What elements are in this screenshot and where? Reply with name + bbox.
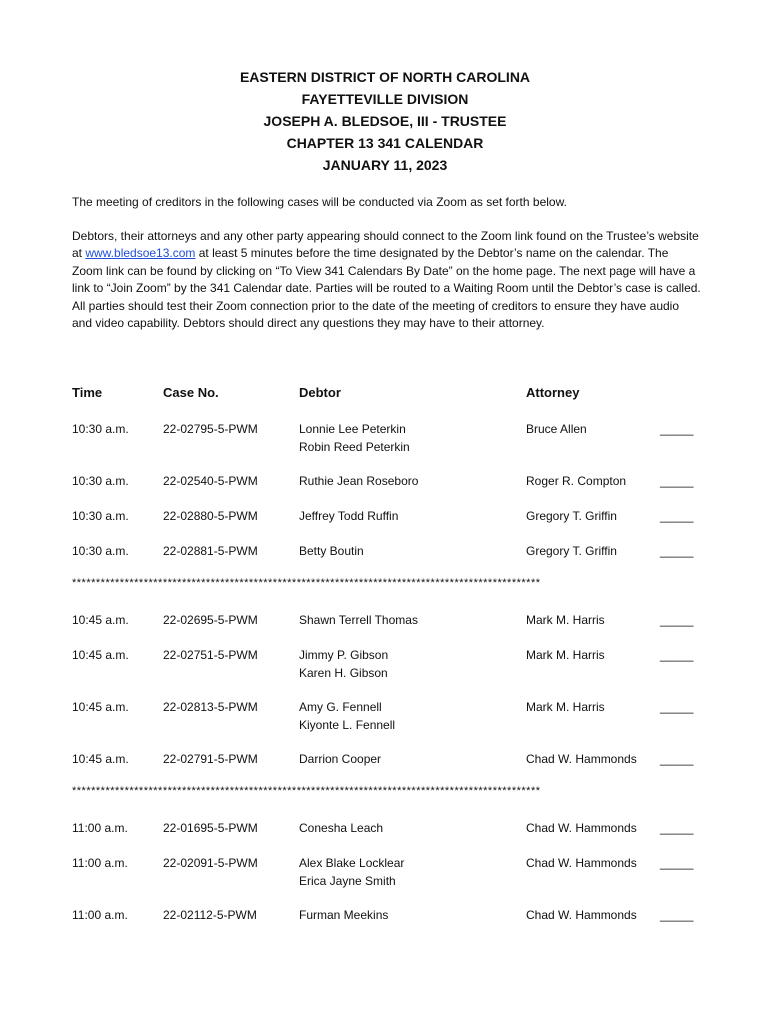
row-signature-blank: _____ xyxy=(660,752,694,766)
row-case-number: 22-02695-5-PWM xyxy=(163,613,258,627)
row-case-number: 22-02881-5-PWM xyxy=(163,544,258,558)
row-time: 10:30 a.m. xyxy=(72,509,129,523)
co-debtor-name: Erica Jayne Smith xyxy=(299,873,396,888)
row-case-number: 22-02751-5-PWM xyxy=(163,648,258,662)
time-block-separator: ************************************************************************************************** xyxy=(72,785,541,797)
row-signature-blank: _____ xyxy=(660,474,694,488)
row-attorney: Mark M. Harris xyxy=(526,648,605,662)
row-debtor xyxy=(299,647,388,682)
row-signature-blank: _____ xyxy=(660,821,694,835)
row-debtor xyxy=(299,855,404,890)
co-debtor-name: Karen H. Gibson xyxy=(299,665,388,680)
co-debtor-name: Robin Reed Peterkin xyxy=(299,439,410,454)
row-signature-blank: _____ xyxy=(660,613,694,627)
document-header xyxy=(0,66,770,176)
trustee-website-link[interactable]: www.bledsoe13.com xyxy=(85,246,196,261)
row-case-number: 22-02112-5-PWM xyxy=(163,908,257,922)
row-case-number: 22-02791-5-PWM xyxy=(163,752,258,766)
row-debtor xyxy=(299,612,418,630)
row-signature-blank: _____ xyxy=(660,648,694,662)
row-signature-blank: _____ xyxy=(660,544,694,558)
debtor-name: Amy G. Fennell xyxy=(299,700,382,714)
court-name: EASTERN DISTRICT OF NORTH CAROLINA xyxy=(239,69,531,85)
row-attorney: Chad W. Hammonds xyxy=(526,821,637,835)
debtor-name: Jeffrey Todd Ruffin xyxy=(299,509,399,523)
debtor-name: Darrion Cooper xyxy=(299,752,382,766)
row-debtor xyxy=(299,543,364,561)
row-case-number: 22-02091-5-PWM xyxy=(163,856,258,870)
column-header-attorney: Attorney xyxy=(526,385,580,400)
row-time: 11:00 a.m. xyxy=(72,856,128,870)
debtor-name: Jimmy P. Gibson xyxy=(299,648,389,662)
trustee-name: JOSEPH A. BLEDSOE, III - TRUSTEE xyxy=(263,113,507,129)
row-signature-blank: _____ xyxy=(660,856,694,870)
row-attorney: Chad W. Hammonds xyxy=(526,856,637,870)
row-debtor xyxy=(299,751,381,769)
row-signature-blank: _____ xyxy=(660,509,694,523)
instructions-text-after-link: at least 5 minutes before the time designated by the Debtor’s name on the calendar. The Zoom link can be found by clicking on “To View 341 Calendars By Date” on the home page. The next page will have a link to “Join Zoom” by the 341 Calendar date. Parties will be routed to a Waiting Room until the Debtor’s case is called. All parties should test their Zoom connection prior to the date of the meeting of creditors to ensure they have audio and video capability. Debtors should direct any questions they may have to their attorney. xyxy=(72,246,701,331)
row-time: 10:45 a.m. xyxy=(72,700,129,714)
row-debtor xyxy=(299,508,398,526)
column-header-time: Time xyxy=(72,385,103,400)
row-attorney: Roger R. Compton xyxy=(526,474,627,488)
row-time: 10:45 a.m. xyxy=(72,648,129,662)
debtor-name: Ruthie Jean Roseboro xyxy=(299,474,419,488)
row-case-number: 22-02540-5-PWM xyxy=(163,474,258,488)
row-time: 10:45 a.m. xyxy=(72,613,129,627)
calendar-date: JANUARY 11, 2023 xyxy=(322,157,448,173)
row-time: 10:30 a.m. xyxy=(72,422,129,436)
intro-paragraph: The meeting of creditors in the following cases will be conducted via Zoom as set forth below. xyxy=(72,195,567,209)
row-signature-blank: _____ xyxy=(660,908,694,922)
row-debtor xyxy=(299,473,418,491)
row-debtor xyxy=(299,907,388,925)
row-time: 11:00 a.m. xyxy=(72,821,128,835)
debtor-name: Furman Meekins xyxy=(299,908,389,922)
row-debtor xyxy=(299,421,410,456)
row-signature-blank: _____ xyxy=(660,422,694,436)
row-attorney: Mark M. Harris xyxy=(526,700,605,714)
debtor-name: Shawn Terrell Thomas xyxy=(299,613,418,627)
row-time: 11:00 a.m. xyxy=(72,908,128,922)
row-attorney: Gregory T. Griffin xyxy=(526,544,617,558)
row-attorney: Gregory T. Griffin xyxy=(526,509,617,523)
co-debtor-name: Kiyonte L. Fennell xyxy=(299,717,396,732)
row-time: 10:45 a.m. xyxy=(72,752,129,766)
row-case-number: 22-02880-5-PWM xyxy=(163,509,258,523)
debtor-name: Betty Boutin xyxy=(299,544,364,558)
row-debtor xyxy=(299,820,383,838)
row-debtor xyxy=(299,699,395,734)
row-time: 10:30 a.m. xyxy=(72,544,129,558)
division-name: FAYETTEVILLE DIVISION xyxy=(301,91,469,107)
instructions-text-before-link: Debtors, their attorneys and any other party appearing should connect to the Zoom link found on the Trustee’s website at xyxy=(72,229,699,261)
time-block-separator: ************************************************************************************************** xyxy=(72,577,541,589)
row-attorney: Chad W. Hammonds xyxy=(526,752,637,766)
row-case-number: 22-01695-5-PWM xyxy=(163,821,258,835)
row-signature-blank: _____ xyxy=(660,700,694,714)
column-header-debtor: Debtor xyxy=(299,385,341,400)
row-attorney: Bruce Allen xyxy=(526,422,587,436)
instructions-paragraph xyxy=(72,228,702,332)
row-attorney: Mark M. Harris xyxy=(526,613,605,627)
row-attorney: Chad W. Hammonds xyxy=(526,908,637,922)
debtor-name: Lonnie Lee Peterkin xyxy=(299,422,406,436)
calendar-title: CHAPTER 13 341 CALENDAR xyxy=(286,135,484,151)
row-case-number: 22-02795-5-PWM xyxy=(163,422,258,436)
column-header-case: Case No. xyxy=(163,385,219,400)
row-case-number: 22-02813-5-PWM xyxy=(163,700,258,714)
row-time: 10:30 a.m. xyxy=(72,474,129,488)
debtor-name: Alex Blake Locklear xyxy=(299,856,405,870)
debtor-name: Conesha Leach xyxy=(299,821,384,835)
